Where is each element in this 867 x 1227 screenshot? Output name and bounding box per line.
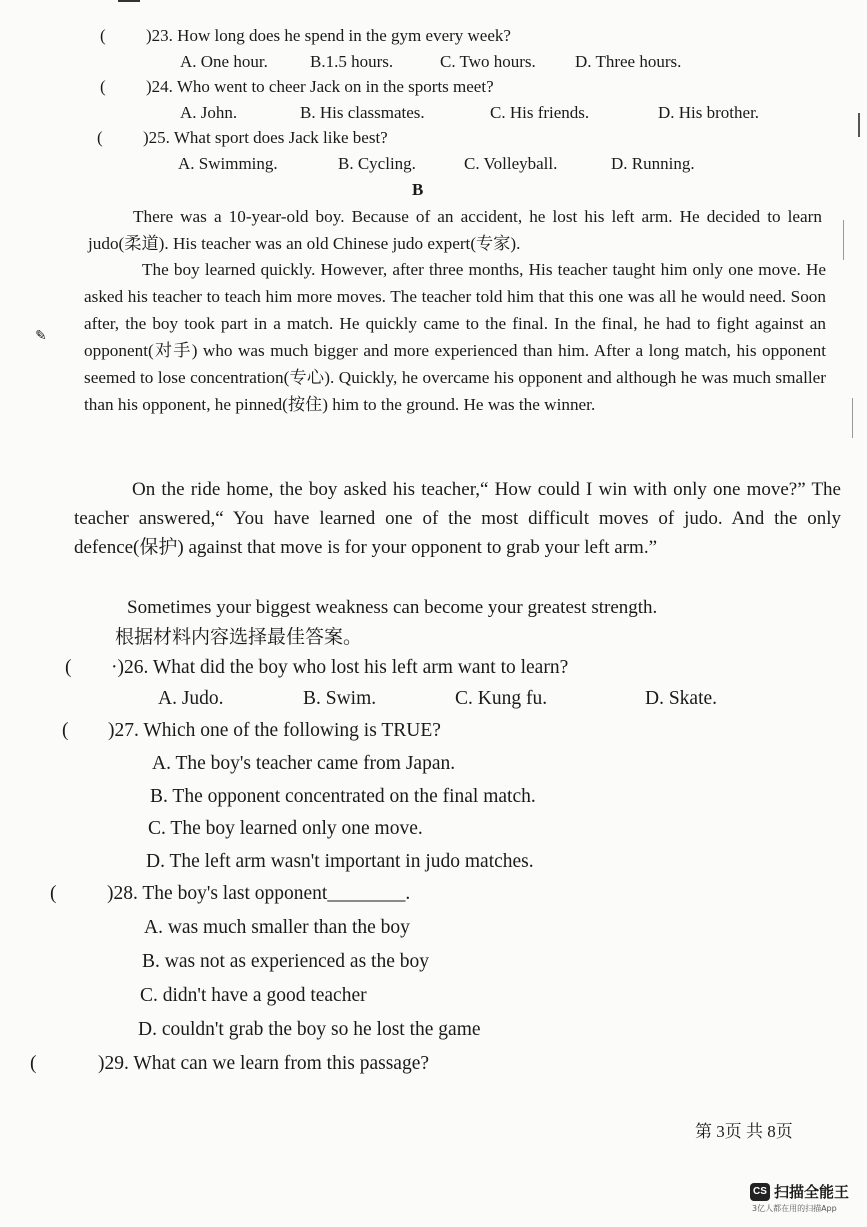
option-a: A. Judo.	[158, 688, 224, 709]
question-28-option-d: D. couldn't grab the boy so he lost the game	[138, 1019, 481, 1040]
question-text: )27. Which one of the following is TRUE?	[108, 720, 441, 741]
option-b: B. Swim.	[303, 688, 377, 709]
section-b-heading: B	[412, 180, 424, 199]
question-text: )24. Who went to cheer Jack on in the sports meet?	[146, 77, 494, 96]
option-b: B. Cycling.	[338, 154, 416, 173]
scanner-logo-icon: CS	[750, 1183, 770, 1201]
option-a: A. One hour.	[180, 52, 268, 71]
question-26	[65, 657, 568, 679]
question-text: )28. The boy's last opponent________.	[107, 883, 411, 904]
answer-paren: (	[100, 77, 106, 96]
question-23-options	[180, 52, 681, 72]
question-text: ·)26. What did the boy who lost his left arm want to learn?	[111, 657, 569, 678]
scanner-app-name: 扫描全能王	[774, 1183, 850, 1201]
scan-edge-line-1	[843, 220, 844, 260]
answer-paren: (	[97, 128, 103, 147]
question-text: )23. How long does he spend in the gym every week?	[146, 26, 511, 45]
option-a: A. John.	[180, 103, 238, 122]
page-number: 第 3页 共 8页	[695, 1122, 793, 1141]
scanner-tagline: 3亿人都在用的扫描App	[752, 1204, 837, 1213]
question-27	[62, 720, 441, 742]
question-text: )29. What can we learn from this passage?	[98, 1053, 430, 1074]
option-c: C. Volleyball.	[464, 154, 558, 173]
scan-edge-mark	[858, 113, 860, 137]
question-28-option-a: A. was much smaller than the boy	[144, 917, 410, 938]
answer-paren: (	[50, 883, 57, 904]
scan-edge-line-2	[852, 398, 853, 438]
option-c: C. His friends.	[490, 103, 590, 122]
option-a: A. Swimming.	[178, 154, 278, 173]
scanner-watermark	[750, 1181, 849, 1202]
question-27-option-b: B. The opponent concentrated on the final match.	[150, 786, 536, 807]
option-b: B.1.5 hours.	[310, 52, 394, 71]
passage-paragraph-3: On the ride home, the boy asked his teacher,“ How could I win with only one move?” The teacher answered,“ You have learned one of the most difficult moves of judo. And the only defence(保护) against that move is for your opponent to grab your left arm.”	[74, 479, 841, 558]
question-26-options	[158, 688, 717, 710]
scan-smudge-icon: ٛ✎	[35, 329, 47, 344]
question-text: )25. What sport does Jack like best?	[143, 128, 388, 147]
instruction: 根据材料内容选择最佳答案。	[115, 627, 363, 648]
answer-paren: (	[100, 26, 106, 45]
question-27-option-a: A. The boy's teacher came from Japan.	[152, 753, 456, 774]
option-d: D. Skate.	[645, 688, 718, 709]
option-b: B. His classmates.	[300, 103, 425, 122]
passage-paragraph-2: The boy learned quickly. However, after three months, His teacher taught him only one move. He asked his teacher to teach him more moves. The teacher told him that this one was all he would need. Soon after, the boy took part in a match. He quickly came to the final. In the final, he had to fight against an opponent(对手) who was much bigger and more experienced than him. After a long match, his opponent seemed to lose concentration(专心). Quickly, he overcame his opponent and although he was much smaller than his opponent, he pinned(按住) him to the ground. He was the winner.	[84, 260, 826, 414]
question-28-option-c: C. didn't have a good teacher	[140, 985, 367, 1006]
option-d: D. His brother.	[658, 103, 760, 122]
question-25-options	[178, 154, 695, 174]
answer-paren: (	[65, 657, 72, 678]
question-29	[30, 1053, 429, 1075]
question-28	[50, 883, 410, 905]
answer-paren: (	[30, 1053, 37, 1074]
question-24	[100, 77, 494, 97]
passage-paragraph-1: There was a 10-year-old boy. Because of an accident, he lost his left arm. He decided to learn judo(柔道). His teacher was an old Chinese judo expert(专家).	[88, 207, 822, 253]
question-27-option-c: C. The boy learned only one move.	[148, 818, 423, 839]
question-25	[97, 128, 388, 148]
question-24-options	[180, 103, 759, 123]
answer-paren: (	[62, 720, 69, 741]
option-d: D. Running.	[611, 154, 695, 173]
question-28-option-b: B. was not as experienced as the boy	[142, 951, 429, 972]
passage-moral: Sometimes your biggest weakness can become your greatest strength.	[127, 597, 658, 618]
option-d: D. Three hours.	[575, 52, 682, 71]
question-23	[100, 26, 511, 46]
scan-mark-top	[118, 0, 140, 2]
question-27-option-d: D. The left arm wasn't important in judo matches.	[146, 851, 534, 872]
option-c: C. Two hours.	[440, 52, 536, 71]
option-c: C. Kung fu.	[455, 688, 548, 709]
